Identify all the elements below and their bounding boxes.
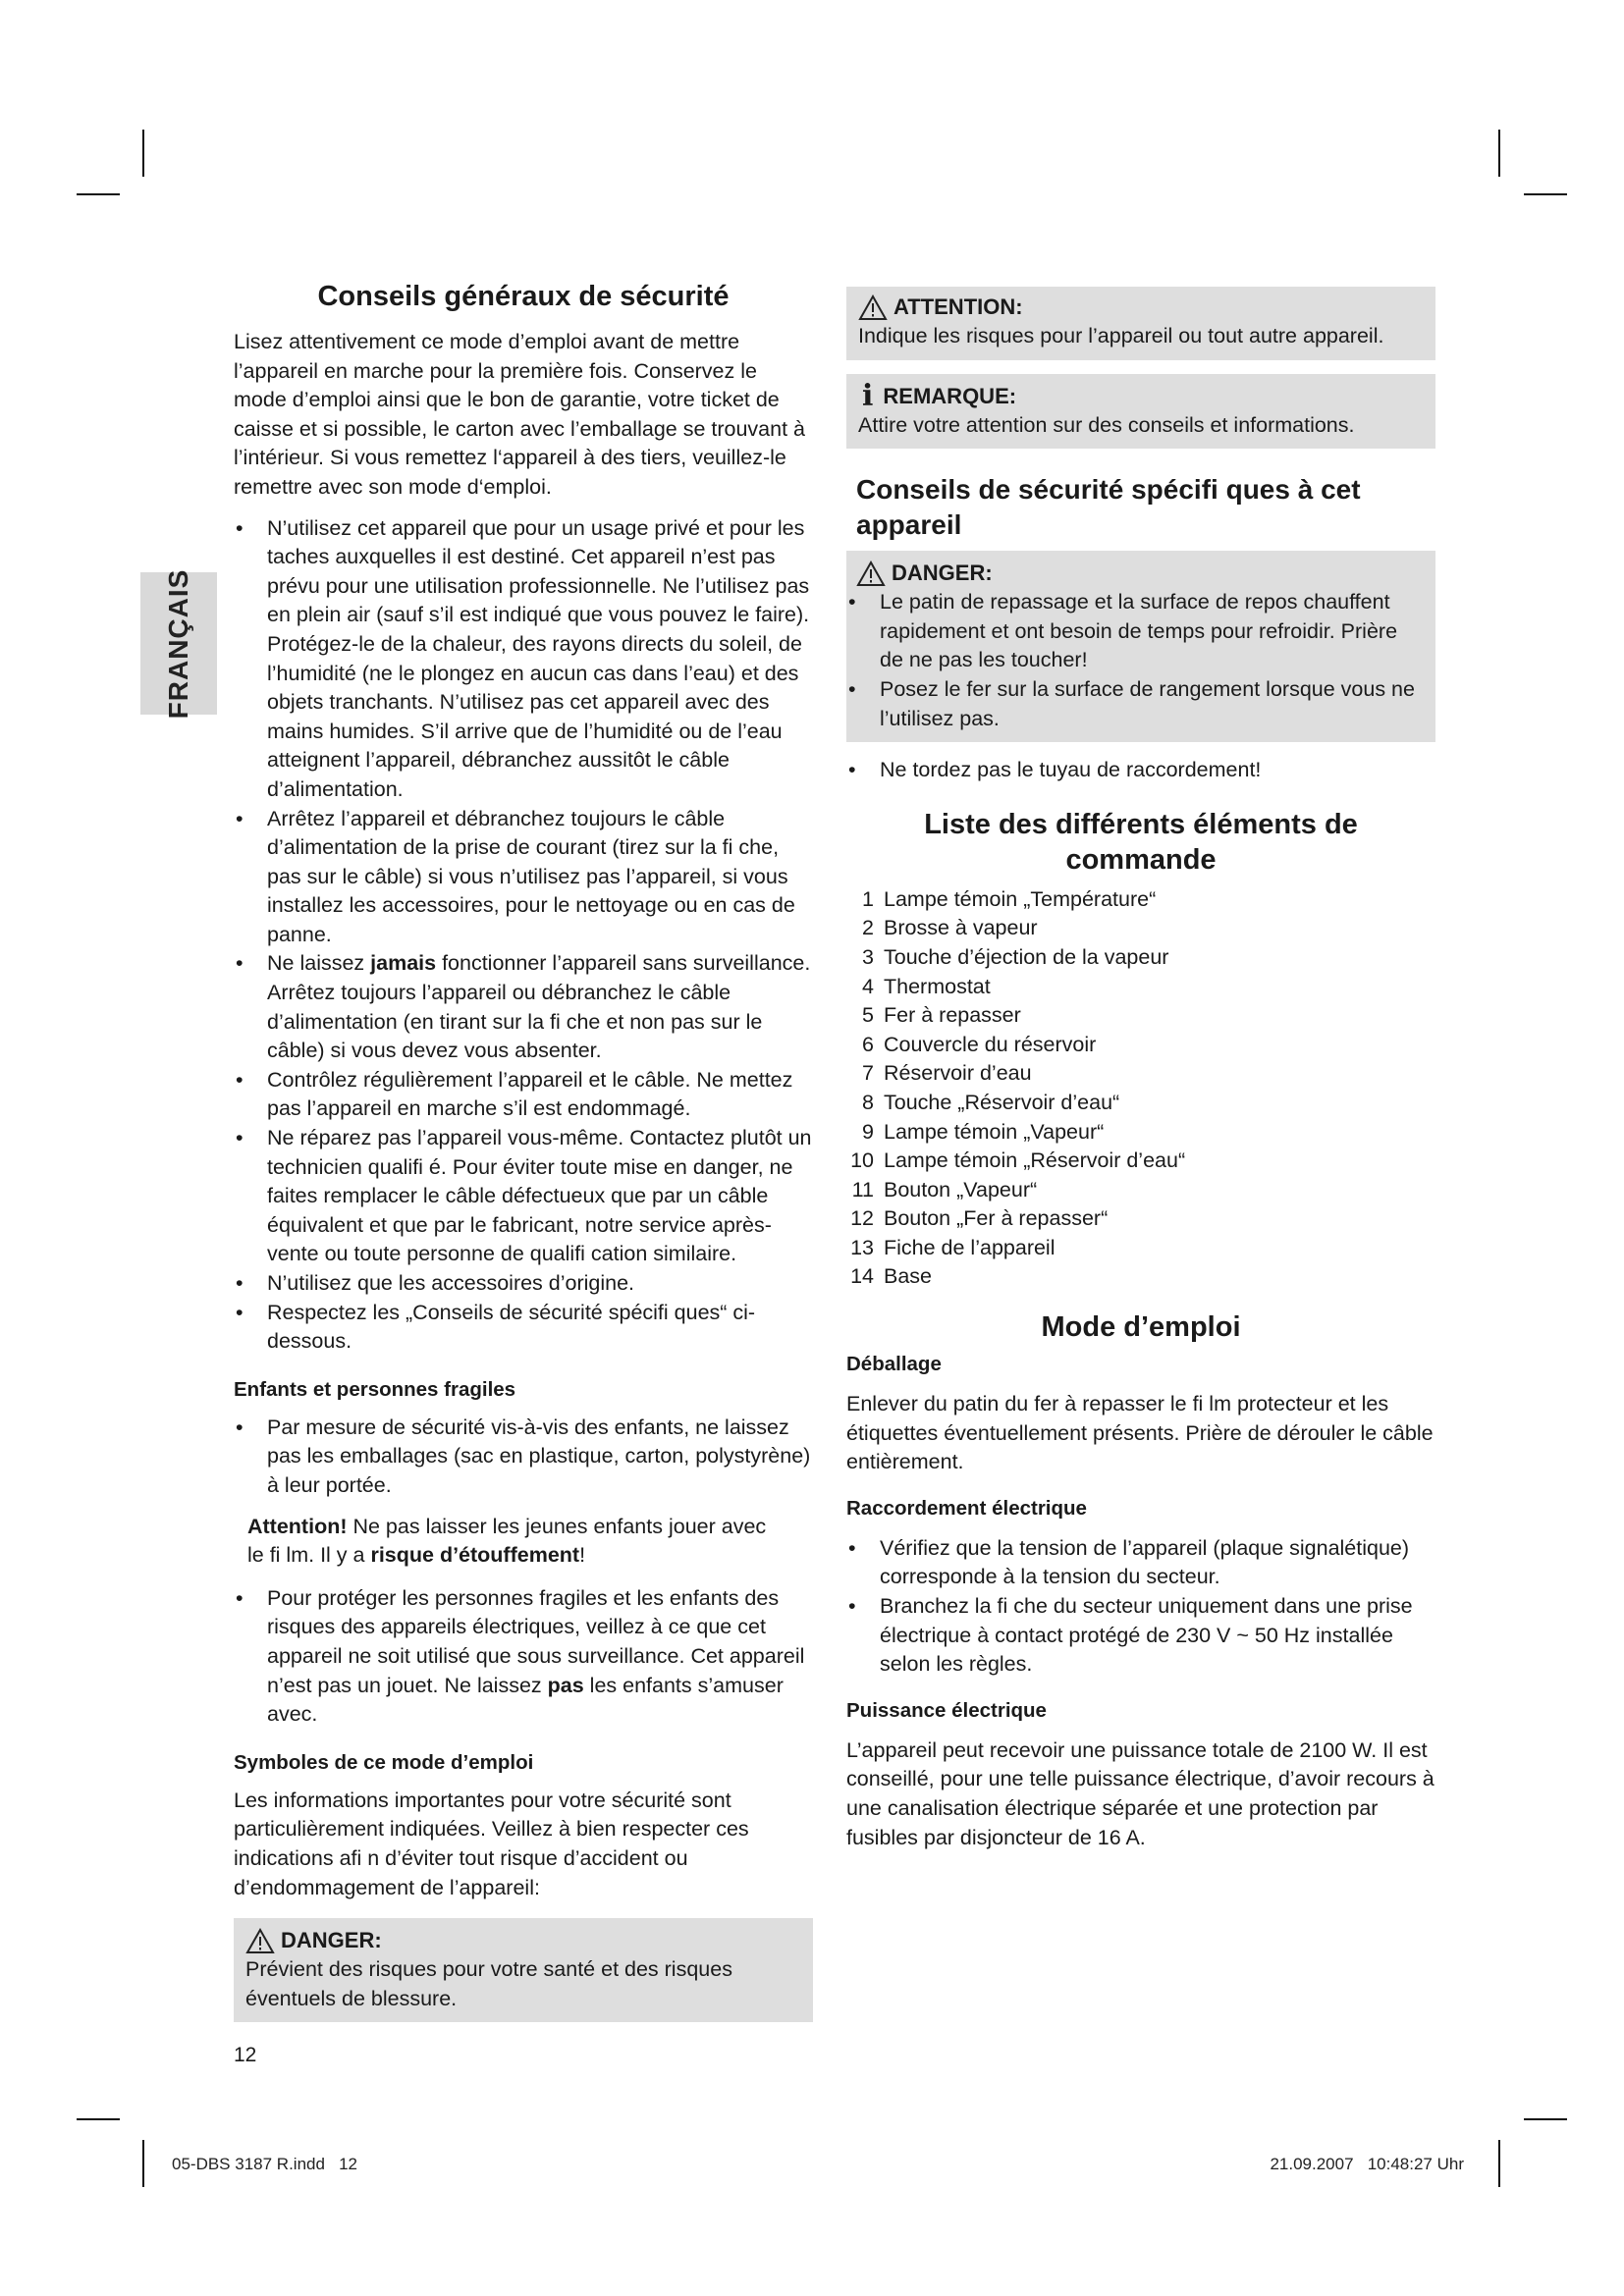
danger-box-text: Prévient des risques pour votre santé et des risques éventuels de blessure.: [245, 1957, 732, 2010]
crop-mark: [77, 2118, 120, 2120]
crop-mark: [1524, 2118, 1567, 2120]
list-item: • Ne laissez jamais fonctionner l’appareil sans surveillance. Arrêtez toujours l’appareil ou débranchez le câble d’alimentation (en tirant sur la fi che et non pas sur le câble) si vous devez vous absenter.: [234, 949, 813, 1065]
list-item: 9 Lampe témoin „Vapeur“: [862, 1119, 1105, 1144]
list-item: • Branchez la fi che du secteur uniquement dans une prise électrique à contact protégé de 230 V ~ 50 Hz installée selon les règles.: [846, 1592, 1435, 1680]
symbols-heading: Symboles de ce mode d’emploi: [234, 1750, 534, 1774]
crop-mark: [142, 130, 144, 177]
list-item: 14 Base: [850, 1264, 933, 1289]
warning-triangle-icon: [856, 561, 886, 587]
left-column: [234, 279, 813, 2022]
list-item: • N’utilisez que les accessoires d’origine.: [234, 1269, 813, 1299]
footer-filename: 05-DBS 3187 R.indd 12: [172, 2155, 358, 2173]
list-item: 10 Lampe témoin „Réservoir d’eau“: [850, 1148, 1186, 1173]
section-title-general-safety: Conseils généraux de sécurité: [317, 281, 730, 312]
list-item: • N’utilisez cet appareil que pour un usage privé et pour les taches auxquelles il est destiné. Cet appareil n’est pas prévu pour une utilisation professionnelle. Ne l’utilisez pas en plein air (sauf s’il est indiqué que vous pouvez le faire). Protégez-le de la chaleur, des rayons directs du soleil, de l’humidité (ne le plongez en aucun cas dans l’eau) et des objets tranchants. N’utilisez pas cet appareil avec des mains humides. S’il arrive que de l’humidité ou de l’eau atteignent l’appareil, débranchez aussitôt le câble d’alimentation.: [234, 514, 813, 805]
attention-box-heading: ATTENTION:: [893, 294, 1023, 319]
list-item: 3 Touche d’éjection de la vapeur: [862, 944, 1169, 969]
list-item: • Ne tordez pas le tuyau de raccordement!: [846, 756, 1435, 785]
crop-mark: [1498, 2140, 1500, 2187]
list-item: 5 Fer à repasser: [862, 1003, 1021, 1028]
attention-box-text: Indique les risques pour l’appareil ou tout autre appareil.: [858, 324, 1384, 347]
language-tab-label: FRANÇAIS: [163, 568, 193, 719]
remarque-box: [846, 374, 1435, 450]
list-item: 1 Lampe témoin „Température“: [862, 886, 1157, 911]
unpacking-heading: Déballage: [846, 1353, 942, 1376]
footer-timestamp: 21.09.2007 10:48:27 Uhr: [1270, 2155, 1464, 2173]
list-item: 4 Thermostat: [862, 974, 991, 998]
danger-box: [234, 1918, 813, 2022]
list-item: 7 Réservoir d’eau: [862, 1061, 1032, 1086]
crop-mark: [77, 193, 120, 195]
unpacking-paragraph: Enlever du patin du fer à repasser le fi lm protecteur et les étiquettes éventuellement présents. Prière de dérouler le câble entièrement.: [846, 1392, 1434, 1474]
connection-heading: Raccordement électrique: [846, 1496, 1087, 1520]
crop-mark: [142, 2140, 144, 2187]
list-item: 12 Bouton „Fer à repasser“: [850, 1206, 1109, 1231]
list-item: • Le patin de repassage et la surface de repos chauffent rapidement et ont besoin de temps pour refroidir. Prière de ne pas les toucher!: [846, 588, 1424, 675]
list-item: • Posez le fer sur la surface de rangement lorsque vous ne l’utilisez pas.: [846, 675, 1424, 733]
attention-box: [846, 287, 1435, 360]
list-item: 6 Couvercle du réservoir: [862, 1032, 1097, 1056]
list-item: 2 Brosse à vapeur: [862, 916, 1038, 940]
info-icon: i: [862, 378, 874, 413]
list-item: 11 Bouton „Vapeur“: [851, 1177, 1038, 1201]
list-item: • Respectez les „Conseils de sécurité spécifi ques“ ci-dessous.: [234, 1299, 813, 1357]
list-item: • Vérifiez que la tension de l’appareil (plaque signalétique) corresponde à la tension du secteur.: [846, 1534, 1435, 1592]
list-item: • Arrêtez l’appareil et débranchez toujours le câble d’alimentation de la prise de courant (tirez sur la fi che, pas sur le câble) si vous n’utilisez pas l’appareil, si vous installez les accessoires, pour le nettoyage ou en cas de panne.: [234, 805, 813, 950]
list-item: • Pour protéger les personnes fragiles et les enfants des risques des appareils électriques, veillez à ce que cet appareil ne soit utilisé que sous surveillance. Cet appareil n’est pas un jouet. Ne laissez pas les enfants s’amuser avec.: [234, 1584, 813, 1730]
page-number: 12: [234, 2044, 257, 2066]
section-title-specific-safety: Conseils de sécurité spécifi ques à cet appareil: [856, 474, 1361, 541]
specific-danger-heading: DANGER:: [892, 561, 993, 586]
power-heading: Puissance électrique: [846, 1698, 1047, 1722]
power-paragraph: L’appareil peut recevoir une puissance totale de 2100 W. Il est conseillé, pour une telle puissance électrique, d’avoir recours à une canalisation électrique séparée et une protection par fusibles par disjoncteur de 16 A.: [846, 1737, 1435, 1849]
specific-danger-box: [846, 551, 1435, 742]
list-item: 8 Touche „Réservoir d’eau“: [862, 1090, 1120, 1114]
general-safety-list: [234, 514, 813, 1357]
crop-mark: [1524, 193, 1567, 195]
warning-triangle-icon: [245, 1928, 275, 1954]
children-heading: Enfants et personnes fragiles: [234, 1377, 516, 1401]
right-column: [846, 287, 1435, 1852]
list-item: • Par mesure de sécurité vis-à-vis des enfants, ne laissez pas les emballages (sac en plastique, carton, polystyrène) à leur portée.: [234, 1414, 813, 1501]
remarque-box-text: Attire votre attention sur des conseils et informations.: [858, 412, 1355, 437]
warning-triangle-icon: [858, 294, 888, 321]
symbols-paragraph: Les informations importantes pour votre sécurité sont particulièrement indiquées. Veillez à bien respecter ces indications afi n d’éviter tout risque d’accident ou d’endommagement de l’appareil:: [234, 1788, 749, 1899]
attention-note: Attention! Ne pas laisser les jeunes enfants jouer avec le fi lm. Il y a risque d’étouffement!: [247, 1514, 767, 1568]
section-title-controls-list: Liste des différents éléments de commande: [924, 808, 1358, 876]
section-title-instructions: Mode d’emploi: [1041, 1311, 1241, 1344]
language-tab: [140, 568, 217, 719]
intro-paragraph: Lisez attentivement ce mode d’emploi avant de mettre l’appareil en marche pour la première fois. Conservez le mode d’emploi ainsi que le bon de garantie, votre ticket de caisse et si possible, le carton avec l’emballage se trouvant à l’intérieur. Si vous remettez l‘appareil à des tiers, veuillez-le remettre avec son mode d‘emploi.: [234, 330, 806, 499]
list-item: • Ne réparez pas l’appareil vous-même. Contactez plutôt un technicien qualifi é. Pour éviter toute mise en danger, ne faites remplacer le câble défectueux que par un câble équivalent et que par le fabricant, notre service après-vente ou toute personne de qualifi cation similaire.: [234, 1124, 813, 1269]
list-item: 13 Fiche de l’appareil: [850, 1235, 1056, 1259]
remarque-box-heading: REMARQUE:: [883, 383, 1017, 408]
danger-box-heading: DANGER:: [281, 1928, 382, 1953]
crop-mark: [1498, 130, 1500, 177]
controls-list: [846, 885, 1435, 1292]
list-item: • Contrôlez régulièrement l’appareil et le câble. Ne mettez pas l’appareil en marche s’il est endommagé.: [234, 1066, 813, 1124]
